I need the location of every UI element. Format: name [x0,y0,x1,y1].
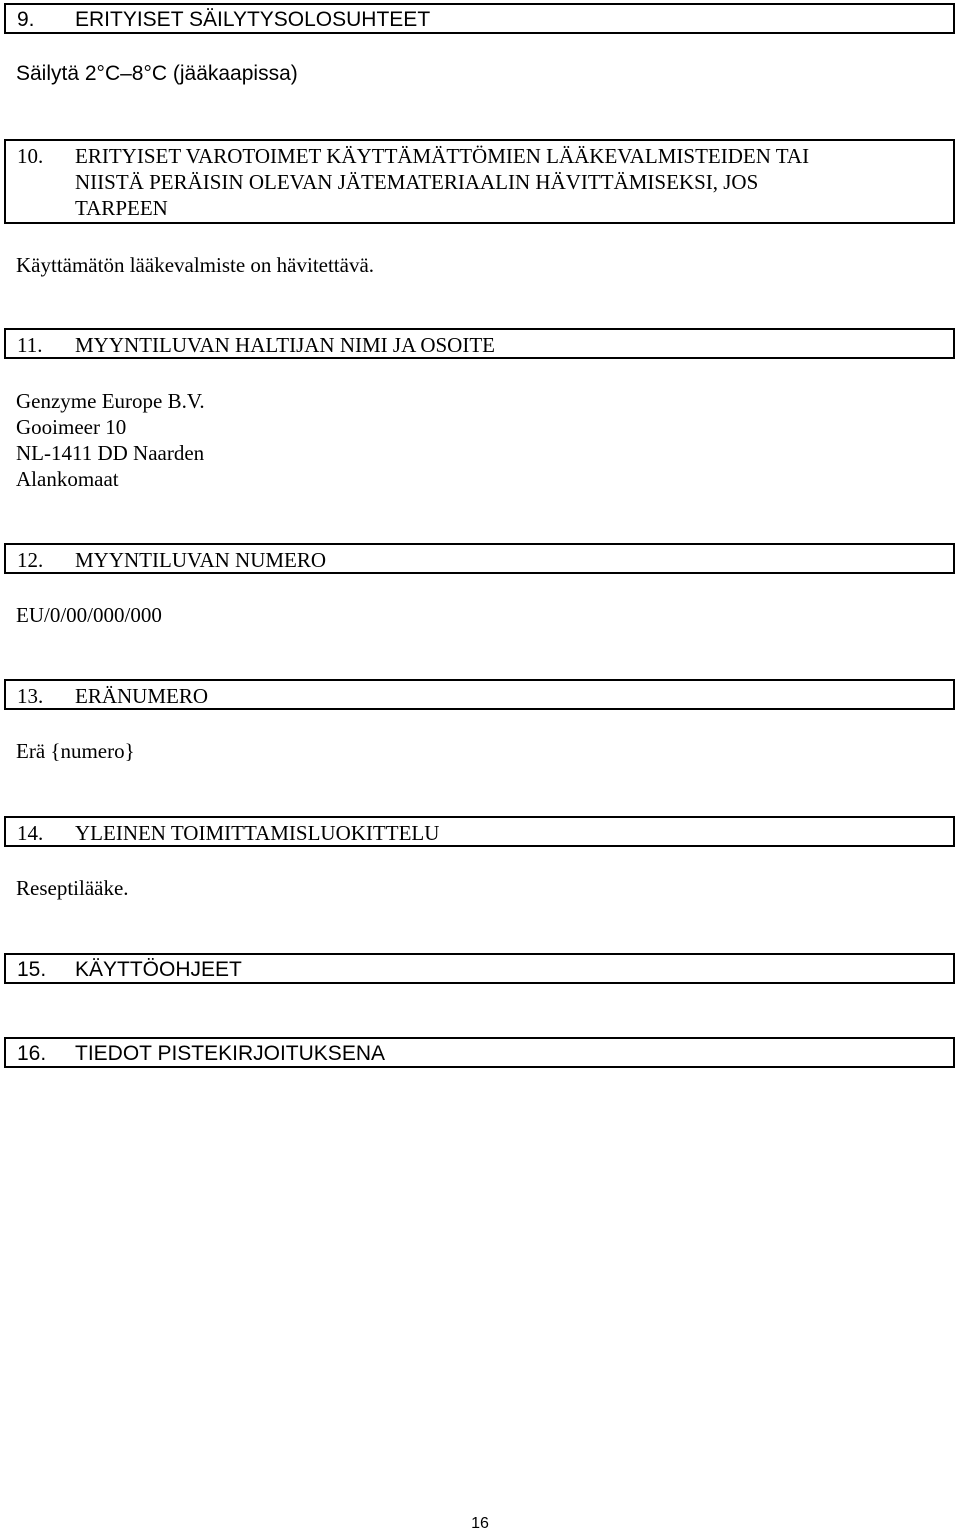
section-11-address-line-2: Gooimeer 10 [16,415,127,439]
section-10-title-line-1: ERITYISET VAROTOIMET KÄYTTÄMÄTTÖMIEN LÄÄKEVALMISTEIDEN TAI [75,144,810,168]
section-16-header [4,1037,955,1068]
section-16-title: TIEDOT PISTEKIRJOITUKSENA [75,1042,385,1065]
section-12-number: 12. [17,548,44,572]
section-12-header [4,543,955,574]
page-number: 16 [471,1515,489,1532]
section-10-title-line-2: NIISTÄ PERÄISIN OLEVAN JÄTEMATERIAALIN HÄVITTÄMISEKSI, JOS [75,170,759,194]
section-14-content: Reseptilääke. [16,876,129,900]
section-10-content: Käyttämätön lääkevalmiste on hävitettävä. [16,253,375,277]
section-11-header [4,328,955,359]
section-13-header [4,679,955,710]
section-13-title: ERÄNUMERO [75,684,209,708]
section-11-number: 11. [17,333,43,357]
section-12-title: MYYNTILUVAN NUMERO [75,548,327,572]
section-13-number: 13. [17,684,44,708]
section-11-address-line-1: Genzyme Europe B.V. [16,389,205,413]
section-16-number: 16. [17,1042,47,1065]
section-12-content: EU/0/00/000/000 [16,603,162,627]
section-9-content: Säilytä 2°C–8°C (jääkaapissa) [16,62,298,85]
section-11-address-line-3: NL-1411 DD Naarden [16,441,205,465]
section-9-number: 9. [17,8,35,31]
section-10-number: 10. [17,144,44,168]
section-14-header [4,816,955,847]
section-15-header [4,953,955,984]
section-14-number: 14. [17,821,44,845]
section-9-title: ERITYISET SÄILYTYSOLOSUHTEET [75,8,431,31]
section-15-title: KÄYTTÖOHJEET [75,958,242,981]
section-13-content: Erä {numero} [16,739,135,763]
section-11-address-line-4: Alankomaat [16,467,119,491]
section-11-title: MYYNTILUVAN HALTIJAN NIMI JA OSOITE [75,333,495,357]
section-15-number: 15. [17,958,47,981]
section-9-header [4,3,955,34]
section-14-title: YLEINEN TOIMITTAMISLUOKITTELU [75,821,440,845]
section-10-title-line-3: TARPEEN [75,196,168,220]
section-10-header [4,139,955,224]
